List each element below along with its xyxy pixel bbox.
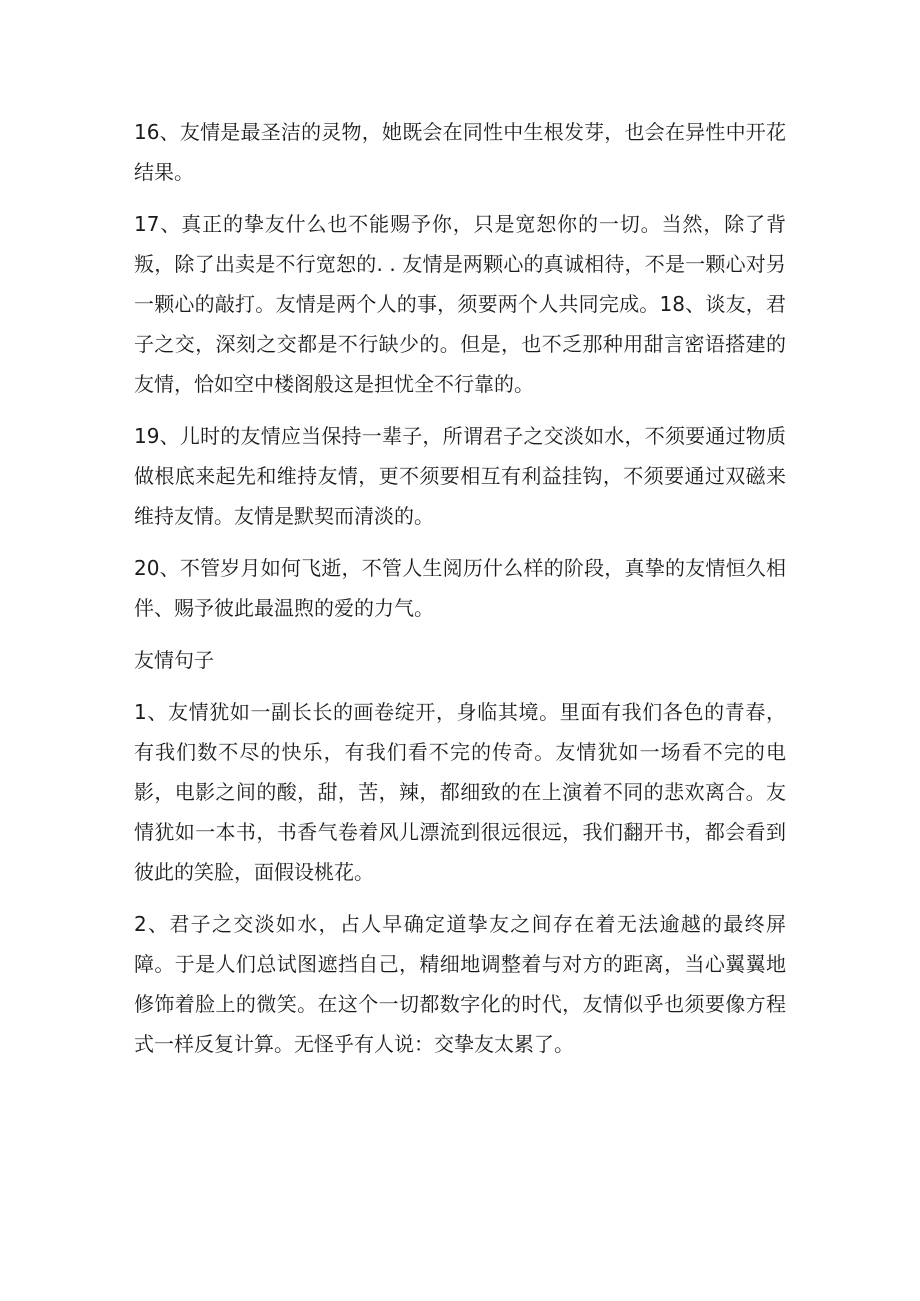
paragraph-16: 16、友情是最圣洁的灵物，她既会在同性中生根发芽，也会在异性中开花结果。 [134, 120, 786, 184]
paragraph-17-18: 17、真正的挚友什么也不能赐予你，只是宽恕你的一切。当然，除了背叛，除了出卖是不行宽恕的. . 友情是两颗心的真诚相待，不是一颗心对另一颗心的敲打。友情是两个人的事，须要两个人共同完成。18、谈友，君子之交，深刻之交都是不行缺少的。但是，也不乏那种用甜言密语搭建的友情，恰如空中楼阁般这是担忧全不行靠的。 [134, 212, 786, 396]
paragraph-19: 19、儿时的友情应当保持一辈子，所谓君子之交淡如水，不须要通过物质做根底来起先和维持友情，更不须要相互有利益挂钩，不须要通过双磁来维持友情。友情是默契而清淡的。 [134, 424, 786, 528]
document-body [134, 112, 786, 1076]
paragraph-1: 1、友情犹如一副长长的画卷绽开，身临其境。里面有我们各色的青春，有我们数不尽的快乐，有我们看不完的传奇。友情犹如一场看不完的电影，电影之间的酸，甜，苦，辣，都细致的在上演着不同的悲欢离合。友情犹如一本书，书香气卷着风儿漂流到很远很远，我们翻开书，都会看到彼此的笑脸，面假设桃花。 [134, 700, 786, 884]
section-heading: 友情句子 [134, 648, 214, 672]
paragraph-2: 2、君子之交淡如水，占人早确定道挚友之间存在着无法逾越的最终屏障。于是人们总试图遮挡自己，精细地调整着与对方的距离，当心翼翼地修饰着脸上的微笑。在这个一切都数字化的时代，友情似乎也须要像方程式一样反复计算。无怪乎有人说：交挚友太累了。 [134, 912, 786, 1056]
paragraph-20: 20、不管岁月如何飞逝，不管人生阅历什么样的阶段，真挚的友情恒久相伴、赐予彼此最温煦的爱的力气。 [134, 556, 786, 620]
